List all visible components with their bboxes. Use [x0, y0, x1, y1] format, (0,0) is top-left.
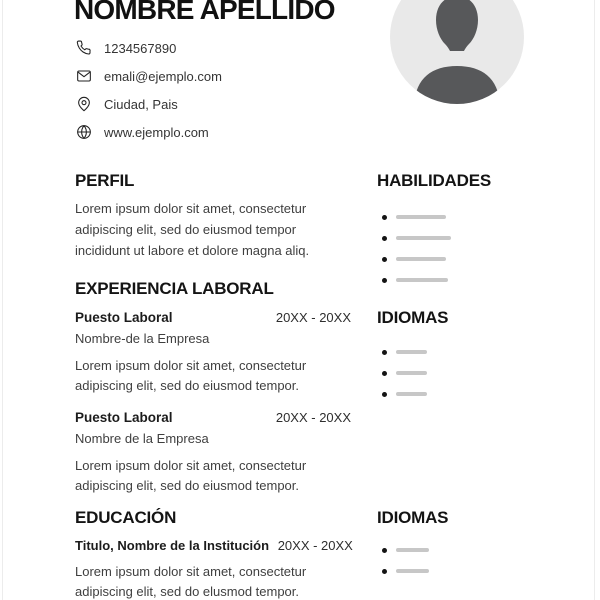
bullet-icon [382, 278, 387, 283]
job-head [75, 409, 351, 426]
skill-item [377, 228, 527, 248]
languages-list [377, 540, 527, 582]
section-idiomas-2 [377, 508, 527, 582]
bullet-icon [382, 215, 387, 220]
page-edge-left [2, 0, 3, 600]
skill-item [377, 207, 527, 227]
email-icon [75, 68, 92, 85]
skill-bar-placeholder [396, 278, 448, 282]
bullet-icon [382, 569, 387, 574]
globe-icon [75, 124, 92, 141]
education-dates: 20XX - 20XX [277, 538, 353, 553]
section-habilidades [377, 171, 527, 291]
section-educacion [75, 508, 351, 600]
educacion-heading: EDUCACIÓN [75, 508, 177, 527]
contact-row-phone [75, 40, 222, 56]
job-title: Puesto Laboral [75, 410, 173, 425]
job-entry [75, 409, 351, 496]
language-item [377, 384, 527, 404]
name-heading: NOMBRE APELLIDO [74, 0, 335, 25]
skill-bar-placeholder [396, 257, 446, 261]
job-list [75, 309, 351, 496]
language-bar-placeholder [396, 371, 427, 375]
contact-list [75, 40, 222, 140]
job-company: Nombre-de la Empresa [75, 331, 210, 346]
idiomas-heading: IDIOMAS [377, 308, 449, 327]
job-head [75, 309, 351, 326]
phone-number: 1234567890 [104, 40, 177, 56]
job-title: Puesto Laboral [75, 310, 173, 325]
idiomas-heading: IDIOMAS [377, 508, 449, 527]
contact-row-website [75, 124, 222, 140]
location-icon [75, 96, 92, 113]
experiencia-heading: EXPERIENCIA LABORAL [75, 279, 274, 298]
email-address: emali@ejemplo.com [104, 68, 222, 84]
section-experiencia [75, 279, 351, 496]
person-silhouette-icon [390, 0, 524, 104]
bullet-icon [382, 350, 387, 355]
job-company: Nombre de la Empresa [75, 431, 209, 446]
website-url: www.ejemplo.com [104, 124, 209, 140]
section-perfil [75, 171, 351, 261]
language-bar-placeholder [396, 569, 429, 573]
language-item [377, 363, 527, 383]
language-item [377, 561, 527, 581]
education-description: Lorem ipsum dolor sit amet, consectetur adipiscing elit, sed do elusmod tempor. [75, 564, 307, 599]
language-item [377, 342, 527, 362]
languages-list [377, 342, 527, 405]
skill-item [377, 249, 527, 269]
bullet-icon [382, 257, 387, 262]
page-edge-right [594, 0, 595, 600]
phone-icon [75, 40, 92, 57]
skill-bar-placeholder [396, 236, 451, 240]
job-dates: 20XX - 20XX [275, 410, 351, 425]
perfil-heading: PERFIL [75, 171, 135, 190]
job-description: Lorem ipsum dolor sit amet, consectetur adipiscing elit, sed do eiusmod tempor. [75, 358, 307, 393]
perfil-text: Lorem ipsum dolor sit amet, consectetur adipiscing elit, sed do eiusmod tempor incididunt ut labore et dolore magna aliq. [75, 201, 310, 258]
language-item [377, 540, 527, 560]
contact-row-location [75, 96, 222, 112]
language-bar-placeholder [396, 350, 427, 354]
avatar [390, 0, 524, 104]
bullet-icon [382, 548, 387, 553]
contact-row-email [75, 68, 222, 84]
bullet-icon [382, 236, 387, 241]
job-entry [75, 309, 351, 396]
education-title: Titulo, Nombre de la Institución [75, 538, 270, 553]
skill-bar-placeholder [396, 215, 446, 219]
skill-item [377, 270, 527, 290]
language-bar-placeholder [396, 548, 429, 552]
job-dates: 20XX - 20XX [275, 310, 351, 325]
habilidades-heading: HABILIDADES [377, 171, 491, 190]
language-bar-placeholder [396, 392, 427, 396]
location-text: Ciudad, Pais [104, 96, 178, 112]
job-description: Lorem ipsum dolor sit amet, consectetur adipiscing elit, sed do eiusmod tempor. [75, 458, 307, 493]
education-entry [75, 537, 351, 554]
section-idiomas-1 [377, 308, 527, 405]
skills-list [377, 207, 527, 291]
bullet-icon [382, 392, 387, 397]
bullet-icon [382, 371, 387, 376]
